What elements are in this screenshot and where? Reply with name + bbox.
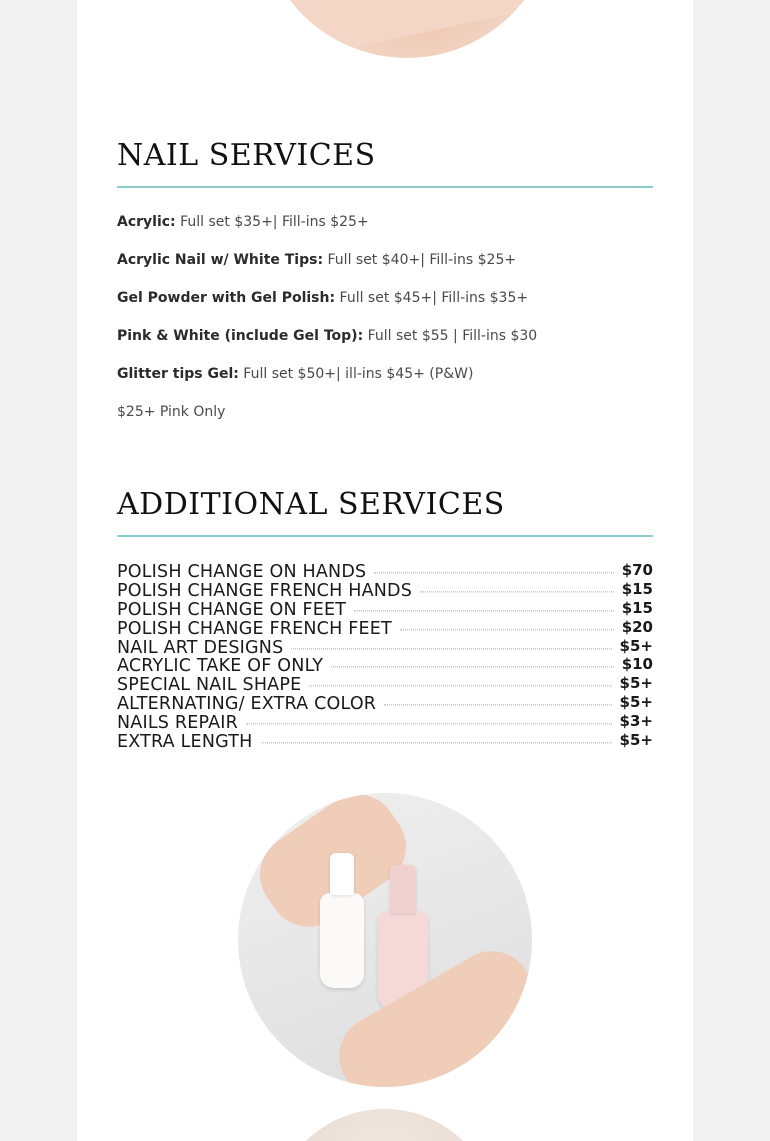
menu-item-price: $3+ bbox=[619, 711, 653, 730]
service-prices: Full set $35+| Fill-ins $25+ bbox=[175, 214, 369, 230]
menu-item bbox=[117, 582, 653, 601]
additional-services-divider bbox=[117, 535, 653, 537]
dotted-leader bbox=[400, 629, 614, 631]
menu-item bbox=[117, 692, 653, 714]
nail-services-title: NAIL SERVICES bbox=[117, 138, 376, 173]
service-label: Acrylic: bbox=[117, 214, 176, 230]
nail-services-list bbox=[117, 212, 653, 440]
dotted-leader bbox=[420, 591, 614, 593]
nail-service-glitter-tips bbox=[117, 364, 653, 402]
service-label: Gel Powder with Gel Polish: bbox=[117, 290, 336, 306]
white-bottle-cap bbox=[330, 853, 354, 895]
menu-item-price: $15 bbox=[621, 598, 653, 617]
nail-service-pink-white bbox=[117, 326, 653, 364]
content-card bbox=[77, 0, 693, 1141]
hand-shape bbox=[270, 0, 549, 58]
menu-item-price: $15 bbox=[621, 580, 653, 599]
menu-item-price: $5+ bbox=[619, 692, 653, 711]
menu-item-name: POLISH CHANGE FRENCH HANDS bbox=[117, 581, 413, 602]
menu-item-price: $5+ bbox=[619, 636, 653, 655]
menu-item-name: POLISH CHANGE ON HANDS bbox=[117, 562, 367, 583]
menu-item-price: $20 bbox=[621, 617, 653, 636]
menu-item-name: ALTERNATING/ EXTRA COLOR bbox=[117, 693, 377, 714]
dotted-leader bbox=[374, 572, 613, 574]
dotted-leader bbox=[291, 648, 611, 650]
menu-item bbox=[117, 676, 653, 695]
service-prices: Full set $45+| Fill-ins $35+ bbox=[335, 290, 529, 306]
dotted-leader bbox=[246, 723, 612, 725]
menu-item-name: POLISH CHANGE ON FEET bbox=[117, 599, 347, 620]
nail-polish-photo bbox=[238, 793, 532, 1087]
menu-item bbox=[117, 619, 653, 638]
menu-item bbox=[117, 563, 653, 582]
pink-bottle-cap bbox=[390, 865, 416, 913]
nail-service-acrylic bbox=[117, 212, 653, 250]
menu-item bbox=[117, 732, 653, 751]
service-prices: Full set $50+| ill-ins $45+ (P&W) bbox=[238, 366, 474, 382]
menu-item-name: SPECIAL NAIL SHAPE bbox=[117, 675, 302, 696]
service-prices: Full set $40+| Fill-ins $25+ bbox=[323, 252, 517, 268]
menu-item-price: $10 bbox=[621, 655, 653, 674]
service-prices: $25+ Pink Only bbox=[117, 404, 226, 420]
menu-item bbox=[117, 598, 653, 620]
dotted-leader bbox=[354, 610, 613, 612]
dotted-leader bbox=[261, 742, 612, 744]
service-label: Acrylic Nail w/ White Tips: bbox=[117, 252, 324, 268]
service-prices: Full set $55 | Fill-ins $30 bbox=[363, 328, 538, 344]
white-polish-bottle bbox=[320, 893, 364, 988]
menu-item-price: $70 bbox=[621, 561, 653, 580]
dotted-leader bbox=[331, 666, 614, 668]
manicure-photo-bottom bbox=[272, 1109, 497, 1141]
menu-item-name: ACRYLIC TAKE OF ONLY bbox=[117, 656, 324, 677]
additional-services-menu bbox=[117, 563, 653, 751]
nail-service-pink-only bbox=[117, 402, 653, 440]
menu-item-price: $5+ bbox=[619, 674, 653, 693]
menu-item-name: NAIL ART DESIGNS bbox=[117, 637, 284, 658]
nail-services-divider bbox=[117, 186, 653, 188]
additional-services-title: ADDITIONAL SERVICES bbox=[117, 487, 505, 522]
menu-item-name: POLISH CHANGE FRENCH FEET bbox=[117, 618, 392, 639]
menu-item-name: EXTRA LENGTH bbox=[117, 731, 253, 752]
dotted-leader bbox=[309, 685, 611, 687]
menu-item bbox=[117, 713, 653, 732]
dotted-leader bbox=[384, 704, 611, 706]
menu-item-price: $5+ bbox=[619, 730, 653, 749]
nail-service-white-tips bbox=[117, 250, 653, 288]
menu-item bbox=[117, 638, 653, 657]
manicure-photo-top bbox=[260, 0, 554, 58]
nail-service-gel-powder bbox=[117, 288, 653, 326]
service-label: Glitter tips Gel: bbox=[117, 366, 239, 382]
service-label: Pink & White (include Gel Top): bbox=[117, 328, 364, 344]
menu-item-name: NAILS REPAIR bbox=[117, 712, 238, 733]
menu-item bbox=[117, 657, 653, 676]
